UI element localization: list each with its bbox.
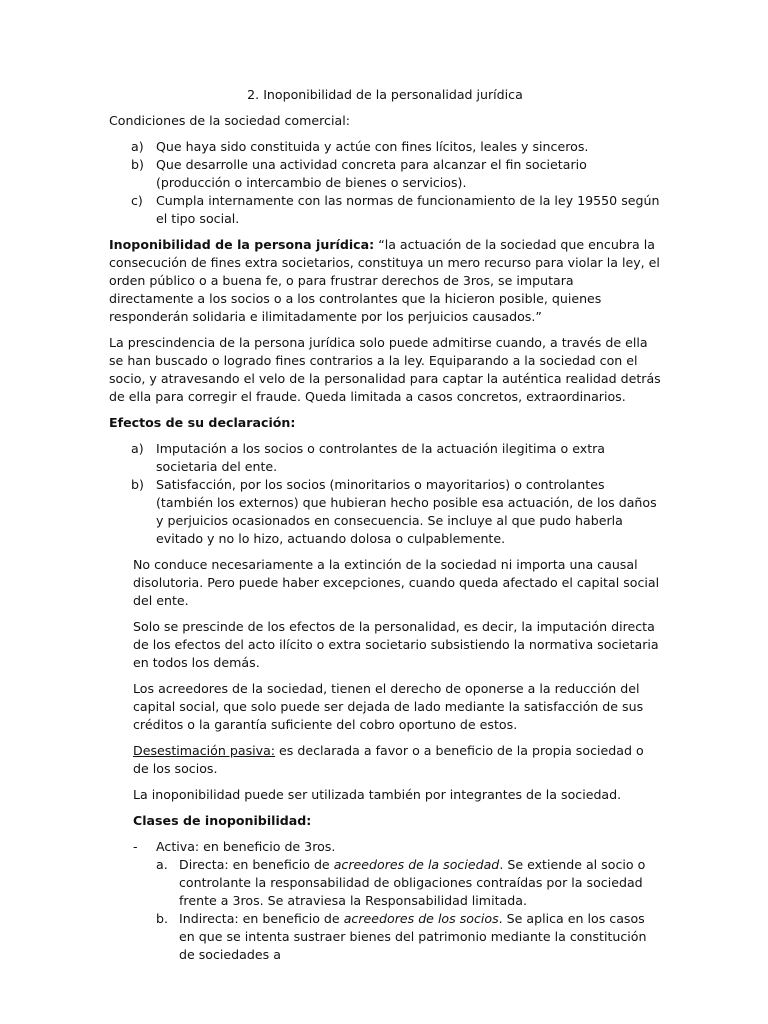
sub-list <box>156 856 661 964</box>
sub-list-item: b. Indirecta: en beneficio de acreedores de los socios. Se aplica en los casos en que se intenta sustraer bienes del patrimonio mediante la constitución de sociedades a <box>156 911 647 962</box>
body-paragraph: Solo se prescinde de los efectos de la personalidad, es decir, la imputación directa de los efectos del acto ilícito o extra societario subsistiendo la normativa societaria en todos los demás. <box>133 619 659 670</box>
pasiva-text: es declarada a favor o a beneficio de la propia sociedad o de los socios. <box>133 743 644 776</box>
document-title: 2. Inoponibilidad de la personalidad jurídica <box>247 87 523 102</box>
list-marker: - <box>133 839 138 854</box>
pasiva-label: Desestimación pasiva: <box>133 743 276 758</box>
list-item-text: Imputación a los socios o controlantes de la actuación ilegitima o extra societaria del ente. <box>156 441 606 474</box>
prescindencia-paragraph: La prescindencia de la persona jurídica solo puede admitirse cuando, a través de ella se han buscado o logrado fines contrarios a la ley. Equiparando a la sociedad con el socio, y atravesando el velo de la personalidad para captar la auténtica realidad detrás de ella para corregir el fraude. Queda limitada a casos concretos, extraordinarios. <box>109 335 661 404</box>
list-marker: a. <box>156 857 168 872</box>
clases-heading: Clases de inoponibilidad: <box>133 813 312 828</box>
conditions-heading: Condiciones de la sociedad comercial: <box>109 113 350 128</box>
list-marker: b. <box>156 911 168 926</box>
list-item <box>109 192 661 228</box>
document-body <box>109 86 661 972</box>
conditions-list <box>109 138 661 228</box>
list-marker: c) <box>131 193 143 208</box>
effects-heading: Efectos de su declaración: <box>109 415 296 430</box>
list-item <box>109 838 661 964</box>
integrantes-paragraph: La inoponibilidad puede ser utilizada también por integrantes de la sociedad. <box>133 787 622 802</box>
clases-list <box>109 838 661 964</box>
sub-list-item: a. Directa: en beneficio de acreedores de la sociedad. Se extiende al socio o controlante la responsabilidad de obligaciones contraídas por la sociedad frente a 3ros. Se atraviesa la Responsabilidad limitada. <box>156 857 646 908</box>
list-marker: a) <box>131 441 144 456</box>
list-item <box>109 476 661 548</box>
definition-label: Inoponibilidad de la persona jurídica: <box>109 237 375 252</box>
definition-text: “la actuación de la sociedad que encubra la consecución de fines extra societarios, constituya un mero recurso para violar la ley, el orden público o a buena fe, o para frustrar derechos de 3ros, se imputara directamente a los socios o a los controlantes que la hicieron posible, quienes responderán solidaria e ilimitadamente por los perjuicios causados.” <box>109 237 660 324</box>
body-paragraph: Los acreedores de la sociedad, tienen el derecho de oponerse a la reducción del capital social, que solo puede ser dejada de lado mediante la satisfacción de sus créditos o la garantía suficiente del cobro oportuno de estos. <box>133 681 644 732</box>
list-item-text: Satisfacción, por los socios (minoritarios o mayoritarios) o controlantes (también los externos) que hubieran hecho posible esa actuación, de los daños y perjuicios ocasionados en consecuencia. Se incluye al que pudo haberla evitado y no lo hizo, actuando dolosa o culpablemente. <box>156 477 657 546</box>
list-marker: a) <box>131 139 144 154</box>
body-paragraph: No conduce necesariamente a la extinción de la sociedad ni importa una causal disolutoria. Pero puede haber excepciones, cuando queda afectado el capital social del ente. <box>133 557 660 608</box>
list-item-text: Que desarrolle una actividad concreta para alcanzar el fin societario (producción o intercambio de bienes o servicios). <box>156 157 587 190</box>
effects-list <box>109 440 661 548</box>
list-marker: b) <box>131 157 144 172</box>
list-item-text: Activa: en beneficio de 3ros. <box>156 839 336 854</box>
list-item <box>109 440 661 476</box>
pasiva-paragraph <box>109 742 661 778</box>
list-item <box>109 138 661 156</box>
definition-paragraph <box>109 236 661 326</box>
list-item-text: Que haya sido constituida y actúe con fines lícitos, leales y sinceros. <box>156 139 589 154</box>
list-item <box>109 156 661 192</box>
list-item-text: Cumpla internamente con las normas de funcionamiento de la ley 19550 según el tipo social. <box>156 193 660 226</box>
list-marker: b) <box>131 477 144 492</box>
